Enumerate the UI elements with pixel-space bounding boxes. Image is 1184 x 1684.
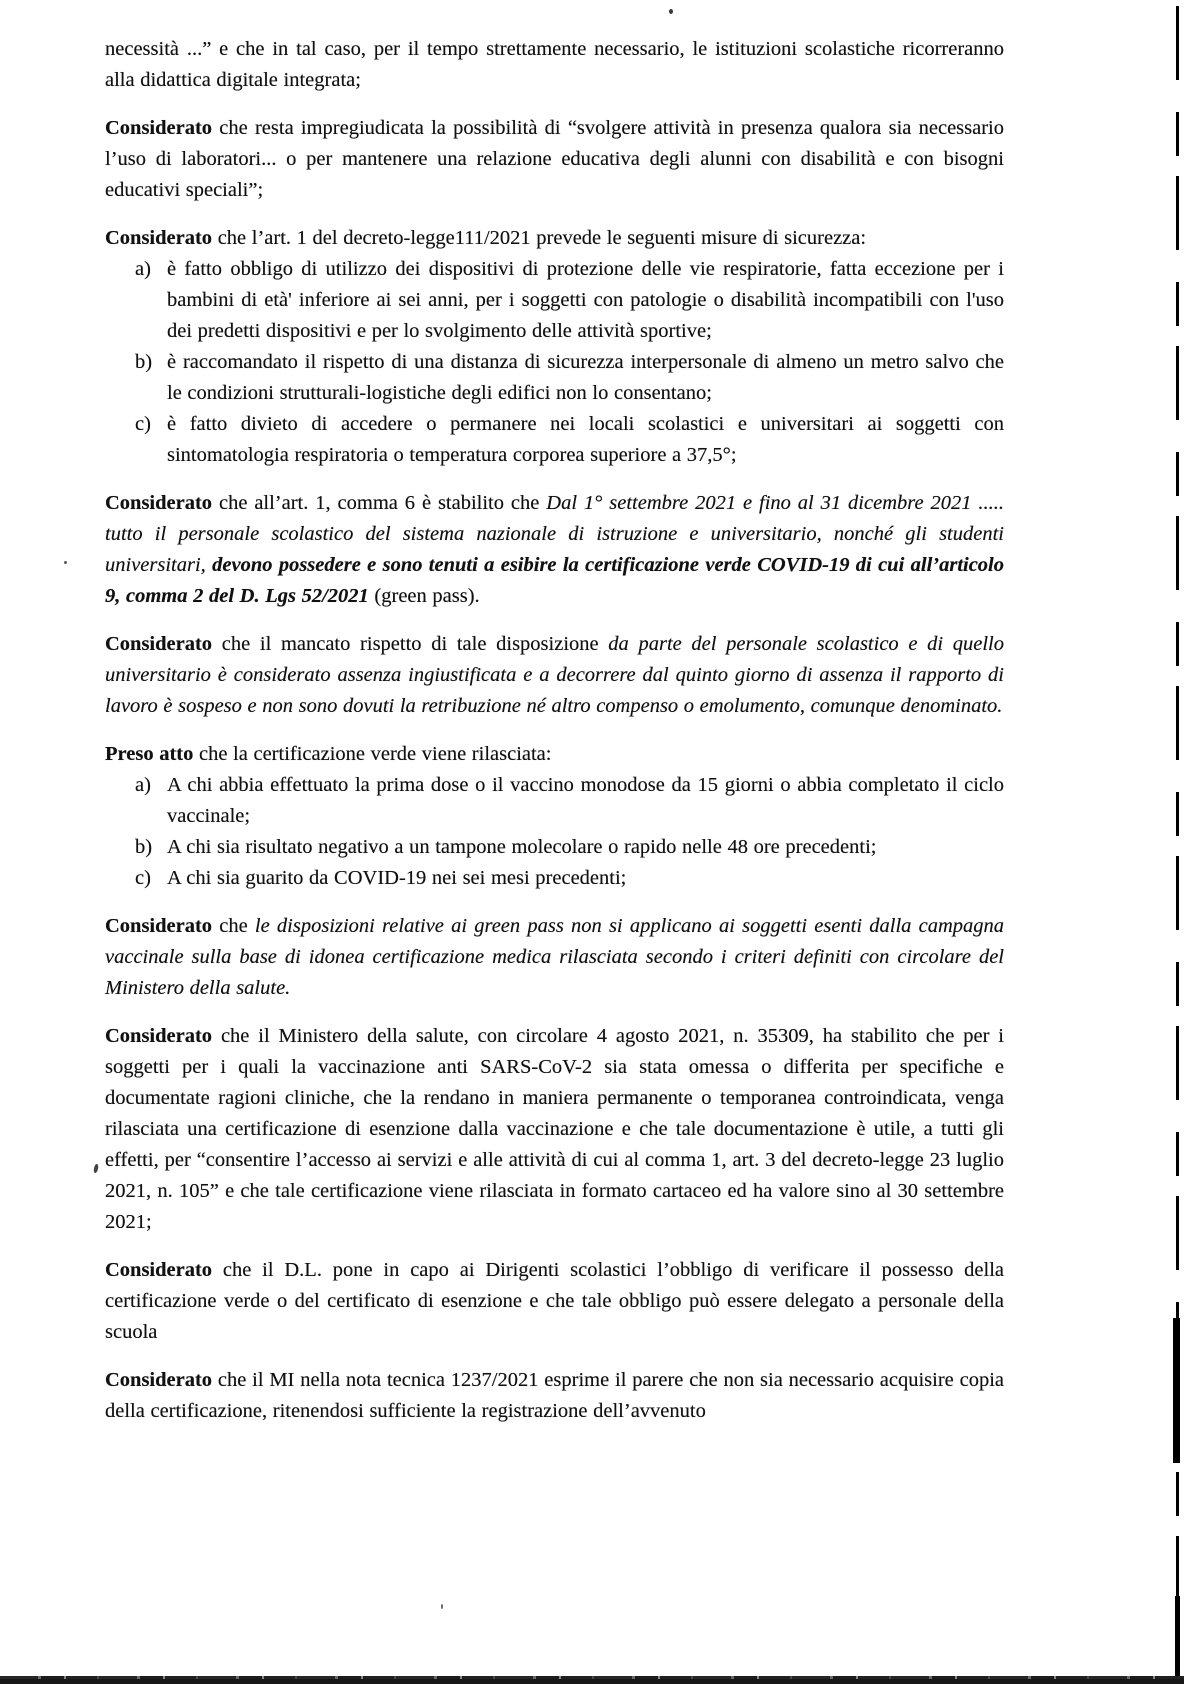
paragraph: [105, 911, 1004, 1004]
list-item: [105, 832, 1004, 863]
text-run: che il D.L. pone in capo ai Dirigenti scolastici l’obbligo di verificare il possesso della certificazione verde o del certificato di esenzione e che tale obbligo può essere delegato a personale della scuola: [105, 1259, 1004, 1343]
scan-bottom-strip: [0, 1676, 1184, 1684]
text-run: da parte del personale scolastico e di quello universitario è considerato assenza ingiustificata e a decorrere dal quinto giorno di assenza il rapporto di lavoro è sospeso e non sono dovuti la retribuzione né altro compenso o emolumento, comunque denominato.: [105, 633, 1004, 717]
text-run: Considerato: [105, 915, 213, 937]
paragraph: [105, 629, 1004, 722]
text-run: è fatto divieto di accedere o permanere nei locali scolastici e universitari ai soggetti con sintomatologia respiratoria o temperatura corporea superiore a 37,5°;: [167, 413, 1004, 466]
text-run: Dal 1° settembre 2021 e fino al 31 dicembre 2021 ..... tutto il personale scolastico del sistema nazionale di istruzione e universitario, nonché gli studenti universitari,: [105, 492, 1004, 576]
text-run: Considerato: [105, 492, 213, 514]
text-run: che l’art. 1 del decreto-legge111/2021 prevede le seguenti misure di sicurezza:: [212, 227, 867, 249]
text-run: che resta impregiudicata la possibilità di “svolgere attività in presenza qualora sia necessario l’uso di laboratori... o per mantenere una relazione educativa degli alunni con disabilità e con bisogni educativi speciali”;: [105, 117, 1004, 201]
text-run: Considerato: [105, 1025, 213, 1047]
list-item: [105, 409, 1004, 471]
scan-speck: [669, 9, 673, 14]
text-run: Preso atto: [105, 743, 194, 765]
paragraph: [105, 34, 1004, 96]
text-run: devono possedere e sono tenuti a esibire la certificazione verde COVID-19 di cui all’articolo 9, comma 2 del D. Lgs 52/2021: [105, 554, 1005, 607]
text-run: Considerato: [105, 117, 213, 139]
list-item: [105, 863, 1004, 894]
document-body: [105, 34, 1004, 1444]
scan-speck: [441, 1604, 443, 1609]
scan-edge-solid-line: [1175, 1596, 1180, 1684]
text-run: le disposizioni relative ai green pass non si applicano ai soggetti esenti dalla campagna vaccinale sulla base di idonea certificazione medica rilasciata secondo i criteri definiti con circolare del Ministero della salute.: [105, 915, 1004, 999]
scan-speck: [64, 561, 67, 564]
text-run: che: [212, 915, 255, 937]
paragraph: [105, 223, 1004, 254]
paragraph: [105, 1365, 1004, 1427]
text-run: è raccomandato il rispetto di una distanza di sicurezza interpersonale di almeno un metro salvo che le condizioni strutturali-logistiche degli edifici non lo consentano;: [167, 351, 1004, 404]
text-run: è fatto obbligo di utilizzo dei dispositivi di protezione delle vie respiratorie, fatta eccezione per i bambini di età' inferiore ai sei anni, per i soggetti con patologie o disabilità incompatibili con l'uso dei predetti dispositivi e per lo svolgimento delle attività sportive;: [167, 258, 1004, 342]
list-item-marker: b): [135, 836, 153, 858]
list-item-text: [167, 863, 1004, 894]
text-run: che all’art. 1, comma 6 è stabilito che: [212, 492, 547, 514]
list-item-text: [167, 770, 1004, 832]
text-run: che il MI nella nota tecnica 1237/2021 esprime il parere che non sia necessario acquisire copia della certificazione, ritenendosi sufficiente la registrazione dell’avvenuto: [105, 1369, 1004, 1422]
text-run: che il mancato rispetto di tale disposizione: [212, 633, 609, 655]
lettered-list: [105, 770, 1004, 894]
scan-edge-solid-line: [1173, 1318, 1180, 1463]
text-run: (green pass).: [368, 585, 480, 607]
text-run: A chi abbia effettuato la prima dose o il vaccino monodose da 15 giorni o abbia completato il ciclo vaccinale;: [167, 774, 1004, 827]
list-item-text: [167, 347, 1004, 409]
paragraph: [105, 113, 1004, 206]
list-item: [105, 347, 1004, 409]
paragraph: [105, 1255, 1004, 1348]
list-item-marker: c): [135, 867, 151, 889]
text-run: Considerato: [105, 1369, 213, 1391]
text-run: Considerato: [105, 227, 213, 249]
list-item-marker: a): [135, 258, 151, 280]
text-run: necessità ...” e che in tal caso, per il tempo strettamente necessario, le istituzioni scolastiche ricorreranno alla didattica digitale integrata;: [105, 38, 1004, 91]
text-run: che il Ministero della salute, con circolare 4 agosto 2021, n. 35309, ha stabilito che per i soggetti per i quali la vaccinazione anti SARS-CoV-2 sia stata omessa o differita per specifiche e documentate ragioni cliniche, che la rendano in maniera permanente o temporanea controindicata, venga rilasciata una certificazione di esenzione dalla vaccinazione e che tale documentazione è utile, a tutti gli effetti, per “consentire l’accesso ai servizi e alle attività di cui al comma 1, art. 3 del decreto-legge 23 luglio 2021, n. 105” e che tale certificazione viene rilasciata in formato cartaceo ed ha valore sino al 30 settembre 2021;: [105, 1025, 1004, 1233]
list-item: [105, 770, 1004, 832]
paragraph: [105, 1021, 1004, 1238]
list-item-text: [167, 832, 1004, 863]
text-run: che la certificazione verde viene rilasciata:: [193, 743, 552, 765]
lettered-list: [105, 254, 1004, 471]
scan-speck: [93, 1164, 99, 1174]
text-run: A chi sia guarito da COVID-19 nei sei mesi precedenti;: [167, 867, 627, 889]
list-item-text: [167, 409, 1004, 471]
list-item-marker: b): [135, 351, 153, 373]
list-item-marker: a): [135, 774, 151, 796]
paragraph: [105, 488, 1004, 612]
text-run: A chi sia risultato negativo a un tampone molecolare o rapido nelle 48 ore precedenti;: [167, 836, 877, 858]
text-run: Considerato: [105, 633, 213, 655]
list-item-marker: c): [135, 413, 151, 435]
text-run: Considerato: [105, 1259, 213, 1281]
list-item: [105, 254, 1004, 347]
list-item-text: [167, 254, 1004, 347]
paragraph: [105, 739, 1004, 770]
